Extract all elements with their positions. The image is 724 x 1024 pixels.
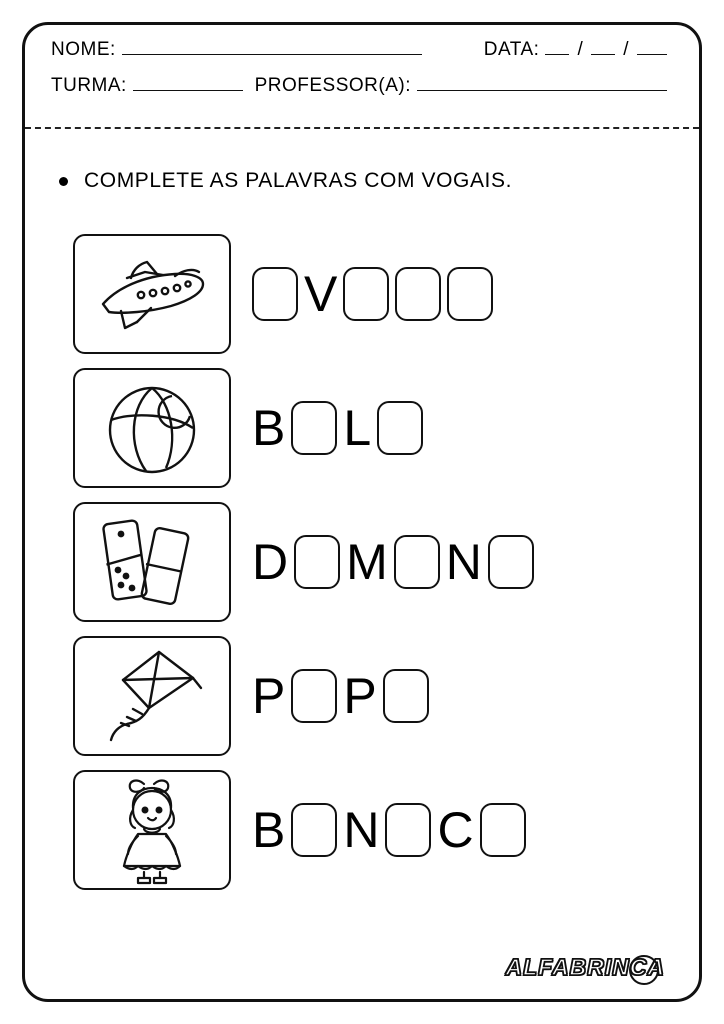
header-row-class-teacher [51, 75, 673, 97]
word-slots-boneca [249, 803, 529, 857]
letter-blank[interactable] [394, 535, 440, 589]
letter-given: C [437, 802, 474, 858]
letter-blank[interactable] [291, 401, 337, 455]
worksheet-sheet [22, 22, 702, 1002]
exercise-row [73, 361, 673, 495]
picture-frame-doll [73, 770, 231, 890]
data-month-line[interactable] [591, 39, 615, 55]
brand-logo: ALFABRINCA [505, 954, 665, 980]
letter-blank[interactable] [385, 803, 431, 857]
instruction-text: COMPLETE AS PALAVRAS COM VOGAIS. [84, 169, 513, 192]
letter-blank[interactable] [480, 803, 526, 857]
letter-blank[interactable] [291, 669, 337, 723]
letter-blank[interactable] [383, 669, 429, 723]
letter-blank[interactable] [291, 803, 337, 857]
picture-frame-ball [73, 368, 231, 488]
exercise-row [73, 227, 673, 361]
letter-blank[interactable] [447, 267, 493, 321]
exercise-list [73, 227, 673, 897]
nome-label: NOME: [51, 39, 116, 60]
data-day-line[interactable] [545, 39, 569, 55]
letter-given: B [252, 802, 286, 858]
professor-label: PROFESSOR(A): [254, 75, 411, 96]
letter-blank[interactable] [252, 267, 298, 321]
letter-blank[interactable] [294, 535, 340, 589]
word-slots-domino [249, 535, 537, 589]
word-slots-aviao [249, 267, 496, 321]
letter-given: P [252, 668, 286, 724]
word-slots-bola [249, 401, 426, 455]
letter-blank[interactable] [488, 535, 534, 589]
letter-given: D [252, 534, 289, 590]
letter-blank[interactable] [395, 267, 441, 321]
letter-blank[interactable] [343, 267, 389, 321]
worksheet-header [25, 25, 699, 129]
letter-blank[interactable] [377, 401, 423, 455]
word-slots-pipa [249, 669, 432, 723]
letter-given: V [304, 266, 338, 322]
header-row-name-date [51, 39, 673, 61]
airplane-icon [87, 248, 217, 340]
letter-given: L [343, 400, 372, 456]
date-separator-1: / [577, 39, 584, 60]
letter-given: M [346, 534, 388, 590]
domino-icon [94, 512, 210, 612]
turma-input-line[interactable] [133, 75, 243, 91]
letter-given: B [252, 400, 286, 456]
doll-icon [108, 774, 196, 886]
bullet-icon [59, 177, 68, 186]
professor-input-line[interactable] [417, 75, 667, 91]
picture-frame-domino [73, 502, 231, 622]
beach-ball-icon [100, 376, 204, 480]
exercise-row [73, 763, 673, 897]
letter-given: N [445, 534, 482, 590]
kite-icon [97, 644, 207, 748]
nome-input-line[interactable] [122, 39, 422, 55]
exercise-row [73, 629, 673, 763]
turma-label: TURMA: [51, 75, 127, 96]
letter-given: N [343, 802, 380, 858]
date-separator-2: / [623, 39, 629, 60]
instruction [59, 169, 512, 193]
picture-frame-kite [73, 636, 231, 756]
exercise-row [73, 495, 673, 629]
data-label: DATA: [483, 39, 540, 60]
letter-given: P [343, 668, 377, 724]
picture-frame-airplane [73, 234, 231, 354]
data-year-line[interactable] [637, 39, 667, 55]
